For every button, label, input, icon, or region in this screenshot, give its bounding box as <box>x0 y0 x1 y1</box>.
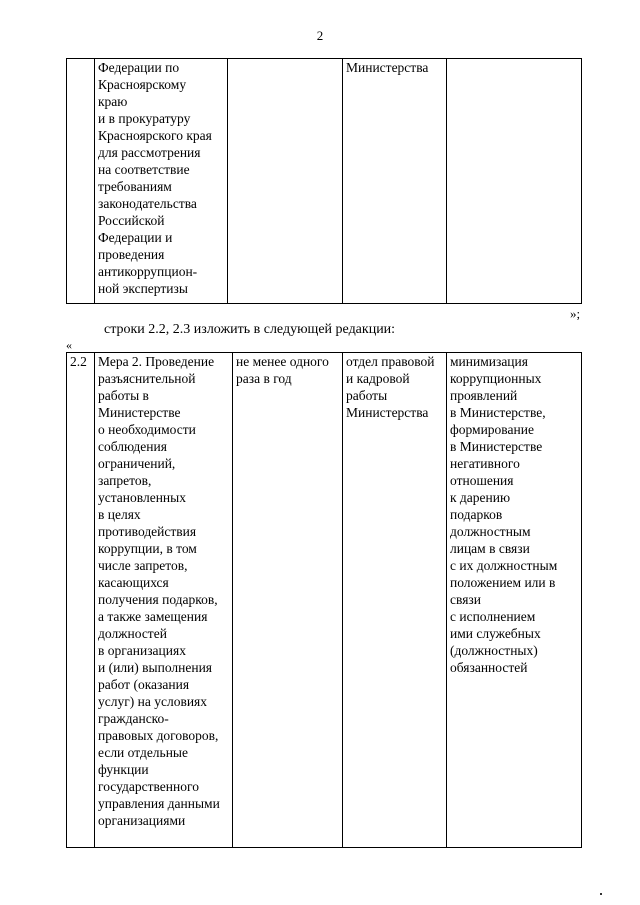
measure-text <box>98 353 229 829</box>
text-line: связи <box>450 592 481 607</box>
text-line: правовых договоров, <box>98 728 219 743</box>
text-line: управления данными <box>98 796 220 811</box>
text-line: лицам в связи <box>450 541 530 556</box>
text-line: работы <box>346 388 388 403</box>
text-line: формирование <box>450 422 534 437</box>
text-line: должностным <box>450 524 531 539</box>
text-line: с их должностным <box>450 558 558 573</box>
text-line: для рассмотрения <box>98 145 201 160</box>
text-line: требованиям <box>98 179 172 194</box>
text-line: Российской <box>98 213 165 228</box>
cell-number <box>67 59 95 304</box>
text-line: запретов, <box>98 473 152 488</box>
text-line: коррупции, в том <box>98 541 197 556</box>
term-text <box>236 353 339 387</box>
text-line: числе запретов, <box>98 558 188 573</box>
cell-result <box>447 59 582 304</box>
text-line: минимизация <box>450 354 528 369</box>
result-text <box>450 353 578 676</box>
text-line: в организациях <box>98 643 186 658</box>
text-line: на соответствие <box>98 162 190 177</box>
text-line: ими служебных <box>450 626 541 641</box>
text-line: организациями <box>98 813 186 828</box>
text-line: о необходимости <box>98 422 196 437</box>
text-line: обязанностей <box>450 660 528 675</box>
row-number: 2.2 <box>70 354 87 369</box>
text-line: антикоррупцион- <box>98 264 198 279</box>
table-row <box>67 59 582 304</box>
text-line: функции <box>98 762 149 777</box>
text-line: работы в <box>98 388 149 403</box>
text-line: проявлений <box>450 388 518 403</box>
text-line: а также замещения <box>98 609 208 624</box>
amendment-intro: строки 2.2, 2.3 изложить в следующей редакции: <box>104 322 396 337</box>
text-line: коррупционных <box>450 371 542 386</box>
table-row <box>67 353 582 848</box>
text-line: государственного <box>98 779 199 794</box>
text-line: если отдельные <box>98 745 188 760</box>
text-line: положением или в <box>450 575 556 590</box>
text-line: в целях <box>98 507 141 522</box>
cell-term <box>233 353 343 848</box>
cell-term <box>228 59 343 304</box>
text-line: и в прокуратуру <box>98 111 191 126</box>
text-line: касающихся <box>98 575 169 590</box>
text-line: не менее одного <box>236 354 329 369</box>
text-line: Федерации и <box>98 230 173 245</box>
opening-quote: « <box>66 338 72 352</box>
closing-quote: »; <box>570 306 581 321</box>
text-line: и кадровой <box>346 371 410 386</box>
text-line: разъяснительной <box>98 371 196 386</box>
cell-result <box>447 353 582 848</box>
text-line: к дарению <box>450 490 511 505</box>
text-line: должностей <box>98 626 167 641</box>
text-line: работ (оказания <box>98 677 190 692</box>
scan-mark <box>600 893 602 895</box>
text-line: с исполнением <box>450 609 536 624</box>
text-line: услуг) на условиях <box>98 694 208 709</box>
text-line: Мера 2. Проведение <box>98 354 215 369</box>
text-line: проведения <box>98 247 165 262</box>
text-line: установленных <box>98 490 186 505</box>
text-line: и (или) выполнения <box>98 660 213 675</box>
executor-text <box>346 353 443 421</box>
text-line: законодательства <box>98 196 197 211</box>
text-line: раза в год <box>236 371 292 386</box>
cell-number <box>67 353 95 848</box>
text-line: гражданско- <box>98 711 169 726</box>
text-line: соблюдения <box>98 439 167 454</box>
text-line: Красноярскому <box>98 77 187 92</box>
text-line: краю <box>98 94 128 109</box>
text-line: Красноярского края <box>98 128 212 143</box>
cell-executor <box>343 353 447 848</box>
text-line: негативного <box>450 456 520 471</box>
text-line: отдел правовой <box>346 354 435 369</box>
text-line: отношения <box>450 473 514 488</box>
text-line: противодействия <box>98 524 197 539</box>
cell-executor <box>343 59 447 304</box>
text-line: Министерства <box>346 405 429 420</box>
table-amendment <box>66 352 582 848</box>
text-line: ограничений, <box>98 456 176 471</box>
cell-measure <box>95 353 233 848</box>
text-line: получения подарков, <box>98 592 218 607</box>
text-line: (должностных) <box>450 643 538 658</box>
table-continuation <box>66 58 582 304</box>
text-line: Министерстве <box>98 405 181 420</box>
cell-measure <box>95 59 228 304</box>
executor-text: Министерства <box>346 60 429 75</box>
text-line: в Министерстве <box>450 439 543 454</box>
text-line: ной экспертизы <box>98 281 188 296</box>
text-line: Федерации по <box>98 60 180 75</box>
text-line: в Министерстве, <box>450 405 546 420</box>
measure-text <box>98 59 224 297</box>
page-number: 2 <box>316 28 324 43</box>
text-line: подарков <box>450 507 503 522</box>
